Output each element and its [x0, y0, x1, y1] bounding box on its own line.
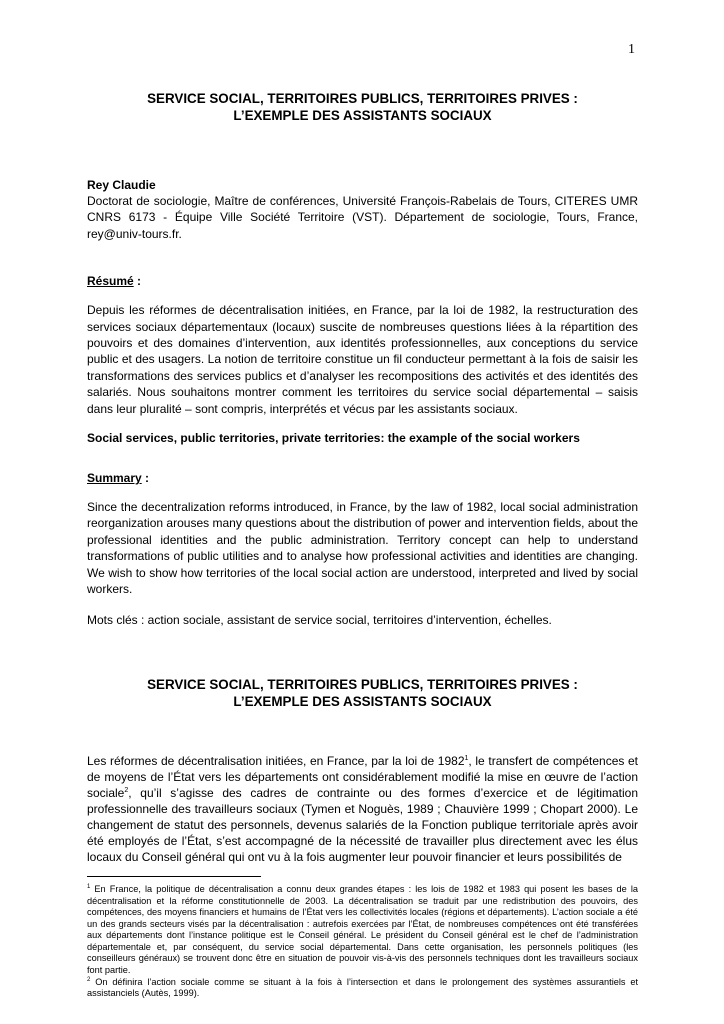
- paper-title-line-2: L’EXEMPLE DES ASSISTANTS SOCIAUX: [233, 108, 492, 123]
- section-title: [87, 676, 638, 710]
- summary-heading-label: Summary: [87, 471, 142, 486]
- footnote-separator: [87, 876, 261, 877]
- body-text-part-1: Les réformes de décentralisation initiées, en France, par la loi de 1982: [87, 753, 465, 768]
- summary-text: Since the decentralization reforms introduced, in France, by the law of 1982, local social administration reorganization arouses many questions about the distribution of power and intervention fields, about the professional identities and the public administration. Territory concept can help to understand transformations of public utilities and to analyse how professional activities and identities are changing. We wish to show how territories of the local social action are understood, interpreted and lived by social workers.: [87, 500, 638, 597]
- footnote-ref-1[interactable]: 1: [464, 754, 469, 762]
- footnote-2-marker: 2: [87, 976, 91, 983]
- page-number: 1: [628, 42, 635, 57]
- author-name: Rey Claudie: [87, 178, 156, 192]
- page-content: [87, 90, 638, 1000]
- body-text-part-2: , le transfert de compétences et de moyens de l’État vers les départements ont considérablement modifié la mise en œuvre de l’action sociale: [87, 753, 639, 800]
- resume-heading-label: Résumé: [87, 274, 134, 289]
- author-affiliation: Doctorat de sociologie, Maître de conférences, Université François-Rabelais de Tours, CITERES UMR CNRS 6173 - Équipe Ville Société Territoire (VST). Département de sociologie, Tours, France, rey@univ-tours.fr.: [87, 194, 638, 241]
- resume-heading-colon: :: [133, 274, 142, 289]
- footnote-1: [87, 884, 638, 977]
- section-title-line-2: L’EXEMPLE DES ASSISTANTS SOCIAUX: [233, 693, 492, 709]
- summary-heading-colon: :: [141, 471, 150, 486]
- paper-title-line-1: SERVICE SOCIAL, TERRITOIRES PUBLICS, TERRITOIRES PRIVES :: [147, 91, 578, 106]
- body-paragraph: [87, 753, 638, 865]
- english-title: Social services, public territories, private territories: the example of the social workers: [87, 431, 580, 446]
- paper-title: [87, 90, 638, 124]
- keywords: Mots clés : action sociale, assistant de service social, territoires d’intervention, échelles.: [87, 612, 552, 627]
- resume-heading: [87, 274, 638, 288]
- footnote-2: [87, 977, 638, 1000]
- resume-text: Depuis les réformes de décentralisation initiées, en France, par la loi de 1982, la restructuration des services sociaux départementaux (locaux) suscite de nombreuses questions liées à la répartition des pouvoirs et des domaines d’intervention, aux identités professionnelles, aux conceptions du service public et des usagers. La notion de territoire constitue un fil conducteur permettant à la fois de saisir les transformations des services publics et d’analyser les recompositions des activités et des identités des salariés. Nous souhaitons montrer comment les territoires du service social départemental – saisis dans leur pluralité – sont compris, interprétés et vécus par les assistants sociaux.: [87, 303, 638, 416]
- footnote-1-text: En France, la politique de décentralisation a connu deux grandes étapes : les lois de 1982 et 1983 qui posent les bases de la décentralisation et la réforme constitutionnelle de 2003. La décentralisation se traduit par une redistribution des pouvoirs, des compétences, des moyens financiers et humains de l’État vers les collectivités locales (régions et départements). L’action sociale a été un des grands secteurs visés par la décentralisation : autrefois exercées par l’État, de nombreuses compétences ont été transférées aux départements dont l’instance politique est le Conseil général. Le président du Conseil général est le chef de l’administration départementale et, par conséquent, du service social départemental. Dans cette organisation, les personnels politiques (les conseilleurs généraux) se trouvent donc être en situation de pouvoir vis-à-vis des personnels techniques dont les travailleurs sociaux font partie.: [87, 883, 638, 976]
- body-text-part-3: , qu’il s’agisse des cadres de contrainte ou des formes d’exercice et de légitimation professionnelle des travailleurs sociaux (Tymen et Noguès, 1989 ; Chauvière 1999 ; Chopart 2000). Le changement de statut des personnels, devenus salariés de la Fonction publique territoriale après avoir été employés de l’État, s’est accompagné de la nécessité de travailler plus directement avec les élus locaux du Conseil général qui ont vu à la fois augmenter leur pouvoir financier et leurs possibilités de: [87, 785, 638, 864]
- footnote-2-text: On définira l’action sociale comme se situant à la fois à l’intersection et dans le prolongement des systèmes assurantiels et assistanciels (Autès, 1999).: [87, 976, 638, 999]
- summary-heading: [87, 471, 638, 485]
- footnote-ref-2[interactable]: 2: [124, 786, 129, 794]
- section-title-line-1: SERVICE SOCIAL, TERRITOIRES PUBLICS, TERRITOIRES PRIVES :: [147, 676, 578, 692]
- footnote-1-marker: 1: [87, 883, 91, 890]
